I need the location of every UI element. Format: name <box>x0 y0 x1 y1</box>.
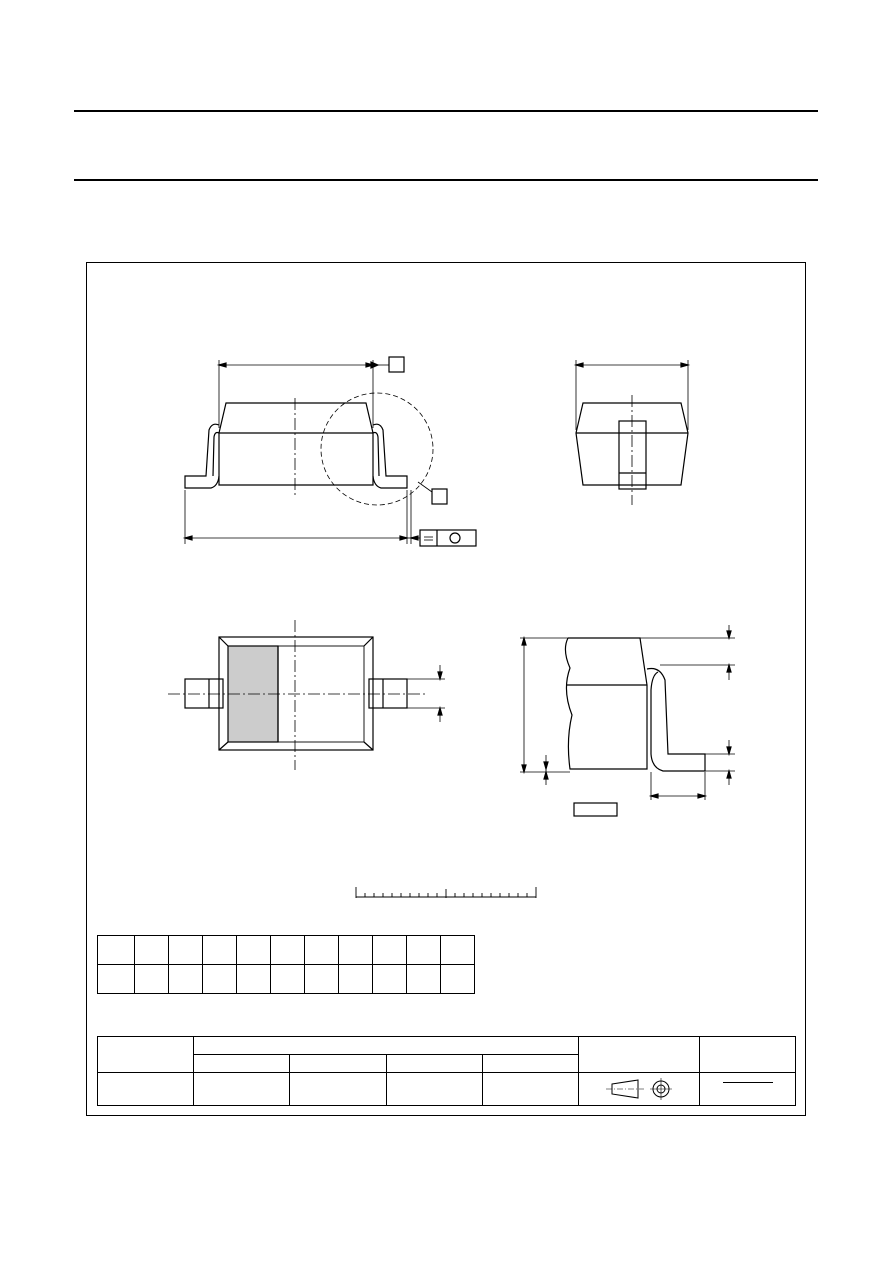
top-view <box>168 620 445 770</box>
side-view <box>576 360 688 505</box>
outline-version-table <box>97 1036 796 1106</box>
front-body <box>219 403 373 485</box>
table-row <box>98 936 475 965</box>
table-row <box>98 965 475 994</box>
table-row <box>98 1073 796 1106</box>
table-row <box>98 1037 796 1055</box>
detail-circle <box>321 393 433 505</box>
dimension-table <box>97 935 475 994</box>
issue-date-line <box>723 1082 773 1083</box>
detail-body <box>565 638 647 769</box>
front-view <box>185 357 476 546</box>
datum-box-top <box>389 357 404 372</box>
datum-box-detail <box>432 489 447 504</box>
top-right-lead <box>369 679 407 708</box>
tolerance-frame <box>420 530 476 546</box>
side-lead <box>619 421 646 489</box>
detail-label-box <box>574 803 617 816</box>
detail-lead <box>647 668 705 771</box>
position-symbol-icon <box>450 533 460 543</box>
scale-bar <box>356 887 536 898</box>
detail-view <box>520 625 735 816</box>
top-left-lead <box>185 679 223 708</box>
